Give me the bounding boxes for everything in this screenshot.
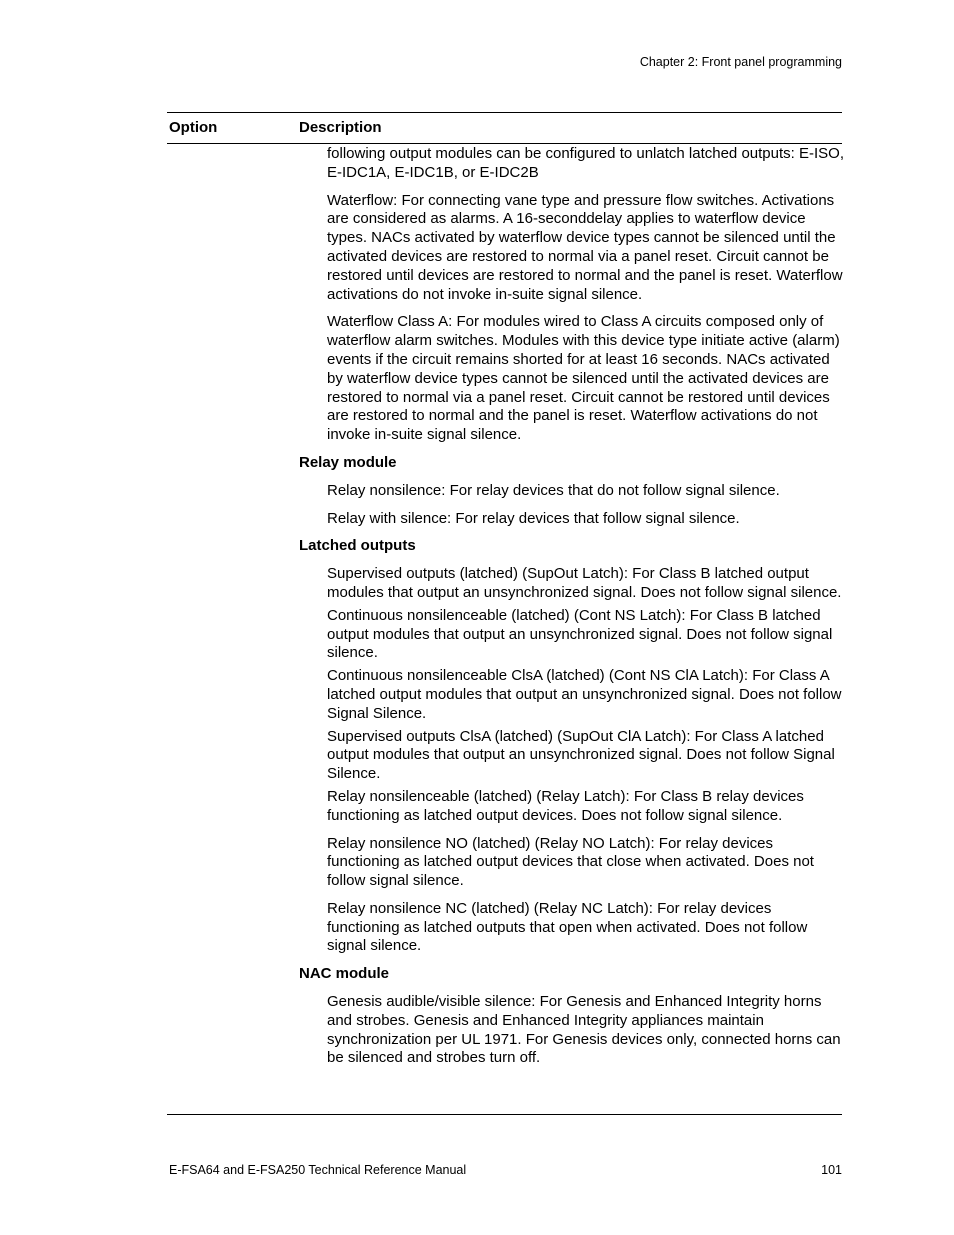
intro-paragraph: following output modules can be configured to unlatch latched outputs: E-ISO, E-IDC1A, E-IDC1B, or E-IDC2B (327, 145, 844, 181)
latched-output-item: Continuous nonsilenceable ClsA (latched) (Cont NS ClA Latch): For Class A latched output modules that output an unsynchronized signal. Does not follow Signal Silence. (327, 667, 842, 722)
latched-outputs-heading: Latched outputs (299, 537, 416, 555)
nac-module-item: Genesis audible/visible silence: For Genesis and Enhanced Integrity horns and strobes. Genesis and Enhanced Integrity appliances maintain synchronization per UL 1971. For Genesis devices only, connected horns can be silenced and strobes turn off. (327, 993, 841, 1067)
nac-module-heading: NAC module (299, 965, 389, 983)
footer-manual-title: E-FSA64 and E-FSA250 Technical Reference Manual (169, 1163, 467, 1177)
latched-output-item: Relay nonsilence NC (latched) (Relay NC Latch): For relay devices functioning as latched outputs that open when activated. Does not follow signal silence. (327, 899, 808, 955)
relay-nonsilence-paragraph: Relay nonsilence: For relay devices that do not follow signal silence. (327, 481, 780, 499)
description-column (299, 145, 844, 1077)
latched-output-item: Supervised outputs (latched) (SupOut Latch): For Class B latched output modules that output an unsynchronized signal. Does not follow signal silence. (327, 565, 842, 601)
table-bottom-rule (167, 1114, 842, 1115)
latched-output-item: Supervised outputs ClsA (latched) (SupOut ClA Latch): For Class A latched output modules that output an unsynchronized signal. Does not follow Signal Silence. (327, 727, 835, 783)
column-header-description: Description (299, 119, 382, 136)
waterflow-class-a-paragraph: Waterflow Class A: For modules wired to Class A circuits composed only of waterflow alarm switches. Modules with this device type initiate active (alarm) events if the circuit remains shorted for at least 16 seconds. NACs activated by waterflow device types cannot be silenced until the activated devices are restored to normal via a panel reset. Circuit cannot be restored until devices are restored to normal and the panel is reset. Waterflow activations do not invoke in-suite signal silence. (327, 313, 840, 444)
table-header-rule (167, 143, 842, 144)
latched-output-item: Continuous nonsilenceable (latched) (Cont NS Latch): For Class B latched output modules that output an unsynchronized signal. Does not follow signal silence. (327, 606, 833, 662)
running-header: Chapter 2: Front panel programming (639, 55, 842, 69)
relay-module-heading: Relay module (299, 453, 397, 471)
page-number: 101 (821, 1163, 842, 1177)
latched-output-item: Relay nonsilenceable (latched) (Relay Latch): For Class B relay devices functioning as latched output devices. Does not follow signal silence. (327, 787, 804, 824)
column-header-option: Option (169, 119, 218, 136)
table-top-rule (167, 112, 842, 113)
latched-output-item: Relay nonsilence NO (latched) (Relay NO Latch): For relay devices functioning as latched output devices that close when activated. Does not follow signal silence. (327, 834, 814, 890)
relay-with-silence-paragraph: Relay with silence: For relay devices that follow signal silence. (327, 509, 740, 527)
waterflow-paragraph: Waterflow: For connecting vane type and pressure flow switches. Activations are considered as alarms. A 16-seconddelay applies to waterflow device types. NACs activated by waterflow device types cannot be silenced until the activated devices are restored to normal via a panel reset. Circuit cannot be restored until devices are restored to normal and the panel is reset. Waterflow activations do not invoke in-suite signal silence. (327, 191, 843, 303)
